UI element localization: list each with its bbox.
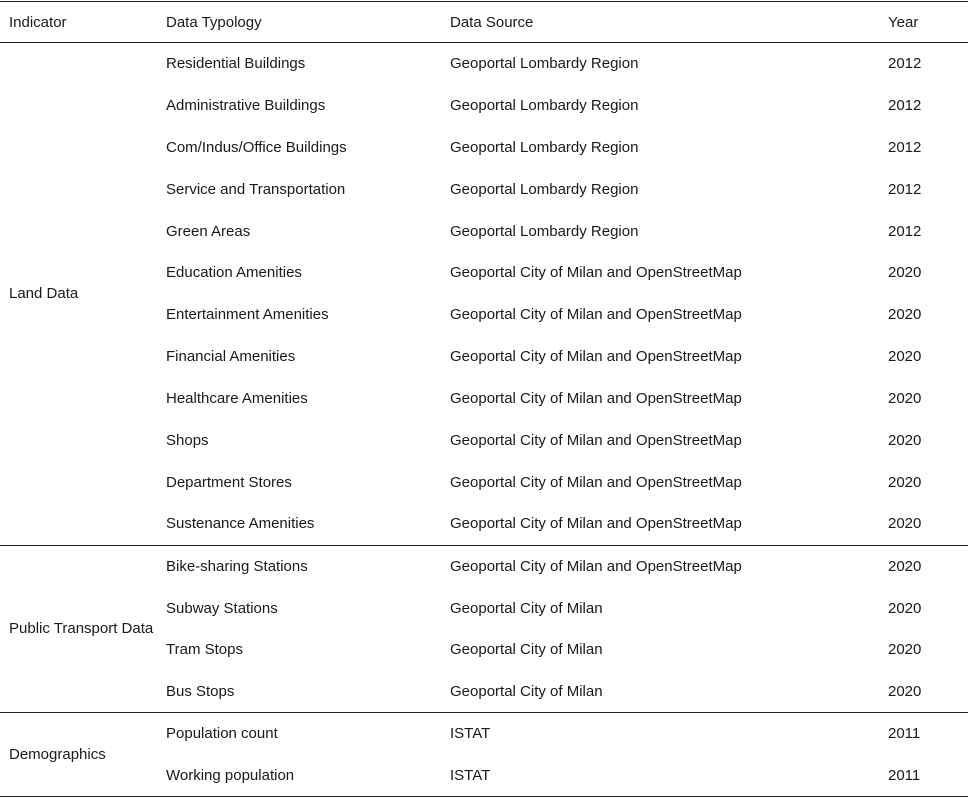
data-source-cell: Geoportal City of Milan and OpenStreetMap [450, 390, 742, 408]
data-typology-cell: Department Stores [166, 473, 292, 491]
data-source-cell: Geoportal City of Milan and OpenStreetMap [450, 557, 742, 575]
data-source-cell: Geoportal Lombardy Region [450, 138, 639, 156]
data-typology-cell: Tram Stops [166, 641, 243, 659]
year-cell: 2020 [888, 348, 922, 366]
data-typology-cell: Entertainment Amenities [166, 306, 329, 324]
data-source-cell: Geoportal Lombardy Region [450, 55, 639, 73]
year-cell: 2012 [888, 180, 922, 198]
data-source-cell: Geoportal Lombardy Region [450, 222, 639, 240]
year-cell: 2020 [888, 641, 922, 659]
year-cell: 2020 [888, 431, 922, 449]
data-source-cell: Geoportal City of Milan and OpenStreetMap [450, 515, 742, 533]
data-typology-cell: Financial Amenities [166, 348, 296, 366]
table-row [0, 713, 968, 755]
year-cell: 2020 [888, 557, 922, 575]
data-source-cell: Geoportal City of Milan and OpenStreetMap [450, 348, 742, 366]
data-source-cell: Geoportal City of Milan [450, 599, 603, 617]
header-data-source: Data Source [450, 13, 534, 31]
year-cell: 2020 [888, 515, 922, 533]
indicator-cell: Public Transport Data [9, 619, 154, 637]
table-header [0, 2, 968, 43]
data-typology-cell: Education Amenities [166, 264, 302, 282]
header-indicator: Indicator [9, 13, 67, 31]
indicator-cell: Demographics [9, 745, 106, 763]
data-typology-cell: Bike-sharing Stations [166, 557, 308, 575]
data-source-cell: Geoportal City of Milan and OpenStreetMap [450, 264, 742, 282]
table-body [0, 43, 968, 797]
year-cell: 2020 [888, 683, 922, 701]
data-source-cell: Geoportal City of Milan and OpenStreetMap [450, 306, 742, 324]
year-cell: 2011 [888, 766, 921, 784]
table-row [0, 545, 968, 587]
year-cell: 2020 [888, 264, 922, 282]
data-source-cell: Geoportal City of Milan [450, 641, 603, 659]
data-typology-cell: Administrative Buildings [166, 96, 326, 114]
data-typology-cell: Bus Stops [166, 683, 235, 701]
year-cell: 2012 [888, 55, 922, 73]
data-source-cell: ISTAT [450, 725, 491, 743]
document-page [0, 1, 968, 798]
year-cell: 2020 [888, 599, 922, 617]
data-typology-cell: Working population [166, 766, 295, 784]
header-row [0, 2, 968, 43]
data-typology-cell: Population count [166, 725, 278, 743]
data-typology-cell: Green Areas [166, 222, 251, 240]
data-typology-cell: Sustenance Amenities [166, 515, 315, 533]
data-typology-cell: Subway Stations [166, 599, 278, 617]
indicator-cell: Land Data [9, 284, 79, 302]
data-typology-cell: Com/Indus/Office Buildings [166, 138, 347, 156]
data-source-cell: Geoportal Lombardy Region [450, 96, 639, 114]
data-typology-cell: Healthcare Amenities [166, 390, 308, 408]
header-year: Year [888, 13, 919, 31]
year-cell: 2012 [888, 138, 922, 156]
year-cell: 2011 [888, 725, 921, 743]
header-data-typology: Data Typology [166, 13, 262, 31]
data-source-cell: ISTAT [450, 766, 491, 784]
year-cell: 2020 [888, 390, 922, 408]
data-source-cell: Geoportal City of Milan and OpenStreetMap [450, 431, 742, 449]
table-row [0, 43, 968, 85]
year-cell: 2020 [888, 473, 922, 491]
data-source-cell: Geoportal City of Milan [450, 683, 603, 701]
data-source-cell: Geoportal Lombardy Region [450, 180, 639, 198]
year-cell: 2012 [888, 96, 922, 114]
data-sources-table [0, 1, 968, 797]
year-cell: 2012 [888, 222, 922, 240]
year-cell: 2020 [888, 306, 922, 324]
data-typology-cell: Residential Buildings [166, 55, 306, 73]
data-typology-cell: Service and Transportation [166, 180, 346, 198]
data-source-cell: Geoportal City of Milan and OpenStreetMap [450, 473, 742, 491]
data-typology-cell: Shops [166, 431, 209, 449]
